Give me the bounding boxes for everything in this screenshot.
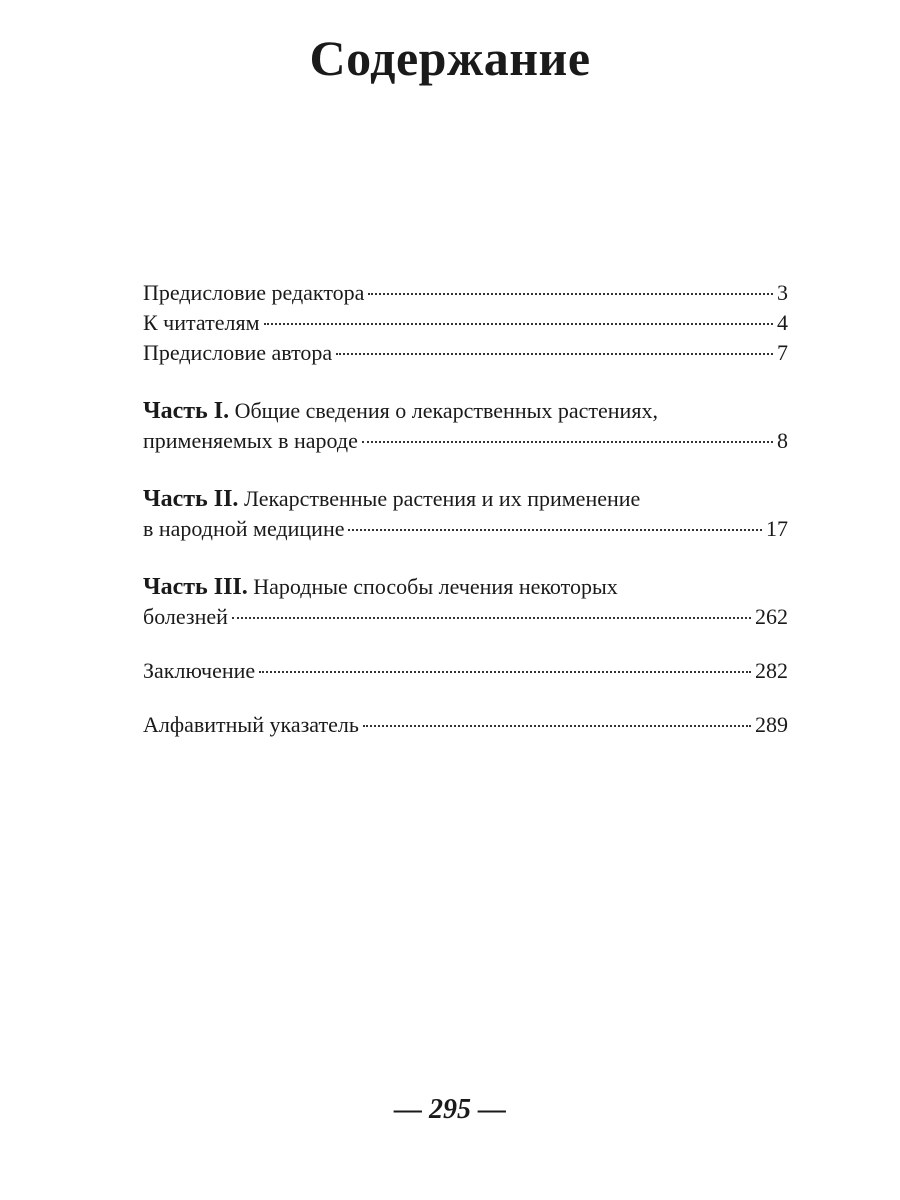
dot-leader	[368, 293, 773, 295]
toc-page-number: 262	[755, 604, 788, 629]
dot-leader	[348, 529, 762, 531]
part-title-line-2: болезней	[143, 604, 228, 629]
toc-entry-author-preface[interactable]	[143, 338, 788, 368]
toc-page-number: 289	[755, 712, 788, 737]
toc-entry-title: Заключение	[143, 658, 256, 683]
footer-page-number: — 295 —	[394, 1094, 506, 1125]
part-label: Часть II.	[143, 486, 239, 512]
toc-entry-part-3[interactable]	[143, 572, 788, 632]
toc-page-number: 4	[777, 310, 788, 335]
toc-entry-editor-preface[interactable]	[143, 278, 788, 308]
part-title-line-2: применяемых в народе	[143, 428, 358, 453]
part-label: Часть I.	[143, 398, 230, 424]
table-of-contents	[143, 278, 788, 740]
toc-page-number: 7	[777, 340, 788, 365]
part-title-line-2: в народной медицине	[143, 516, 345, 541]
toc-entry-conclusion[interactable]	[143, 656, 788, 686]
toc-page-number: 17	[766, 516, 788, 541]
toc-entry-title: Алфавитный указатель	[143, 712, 359, 737]
part-label: Часть III.	[143, 574, 248, 600]
dot-leader	[336, 353, 773, 355]
toc-entry-part-1[interactable]	[143, 396, 788, 456]
toc-entry-index[interactable]	[143, 710, 788, 740]
dot-leader	[362, 441, 773, 443]
part-title-line-1: Лекарственные растения и их применение	[243, 486, 641, 511]
toc-page-number: 3	[777, 280, 788, 305]
toc-page-number: 8	[777, 428, 788, 453]
page-title: Содержание	[309, 30, 591, 86]
part-title-line-1: Народные способы лечения некоторых	[253, 574, 618, 599]
toc-entry-title: Предисловие редактора	[143, 280, 365, 305]
dot-leader	[264, 323, 774, 325]
toc-entry-part-2[interactable]	[143, 484, 788, 544]
toc-entry-title: Предисловие автора	[143, 340, 333, 365]
part-title-line-1: Общие сведения о лекарственных растениях,	[234, 398, 658, 423]
toc-entry-to-readers[interactable]	[143, 308, 788, 338]
dot-leader	[259, 671, 751, 673]
toc-entry-title: К читателям	[143, 310, 260, 335]
dot-leader	[363, 725, 751, 727]
dot-leader	[232, 617, 751, 619]
toc-page-number: 282	[755, 658, 788, 683]
